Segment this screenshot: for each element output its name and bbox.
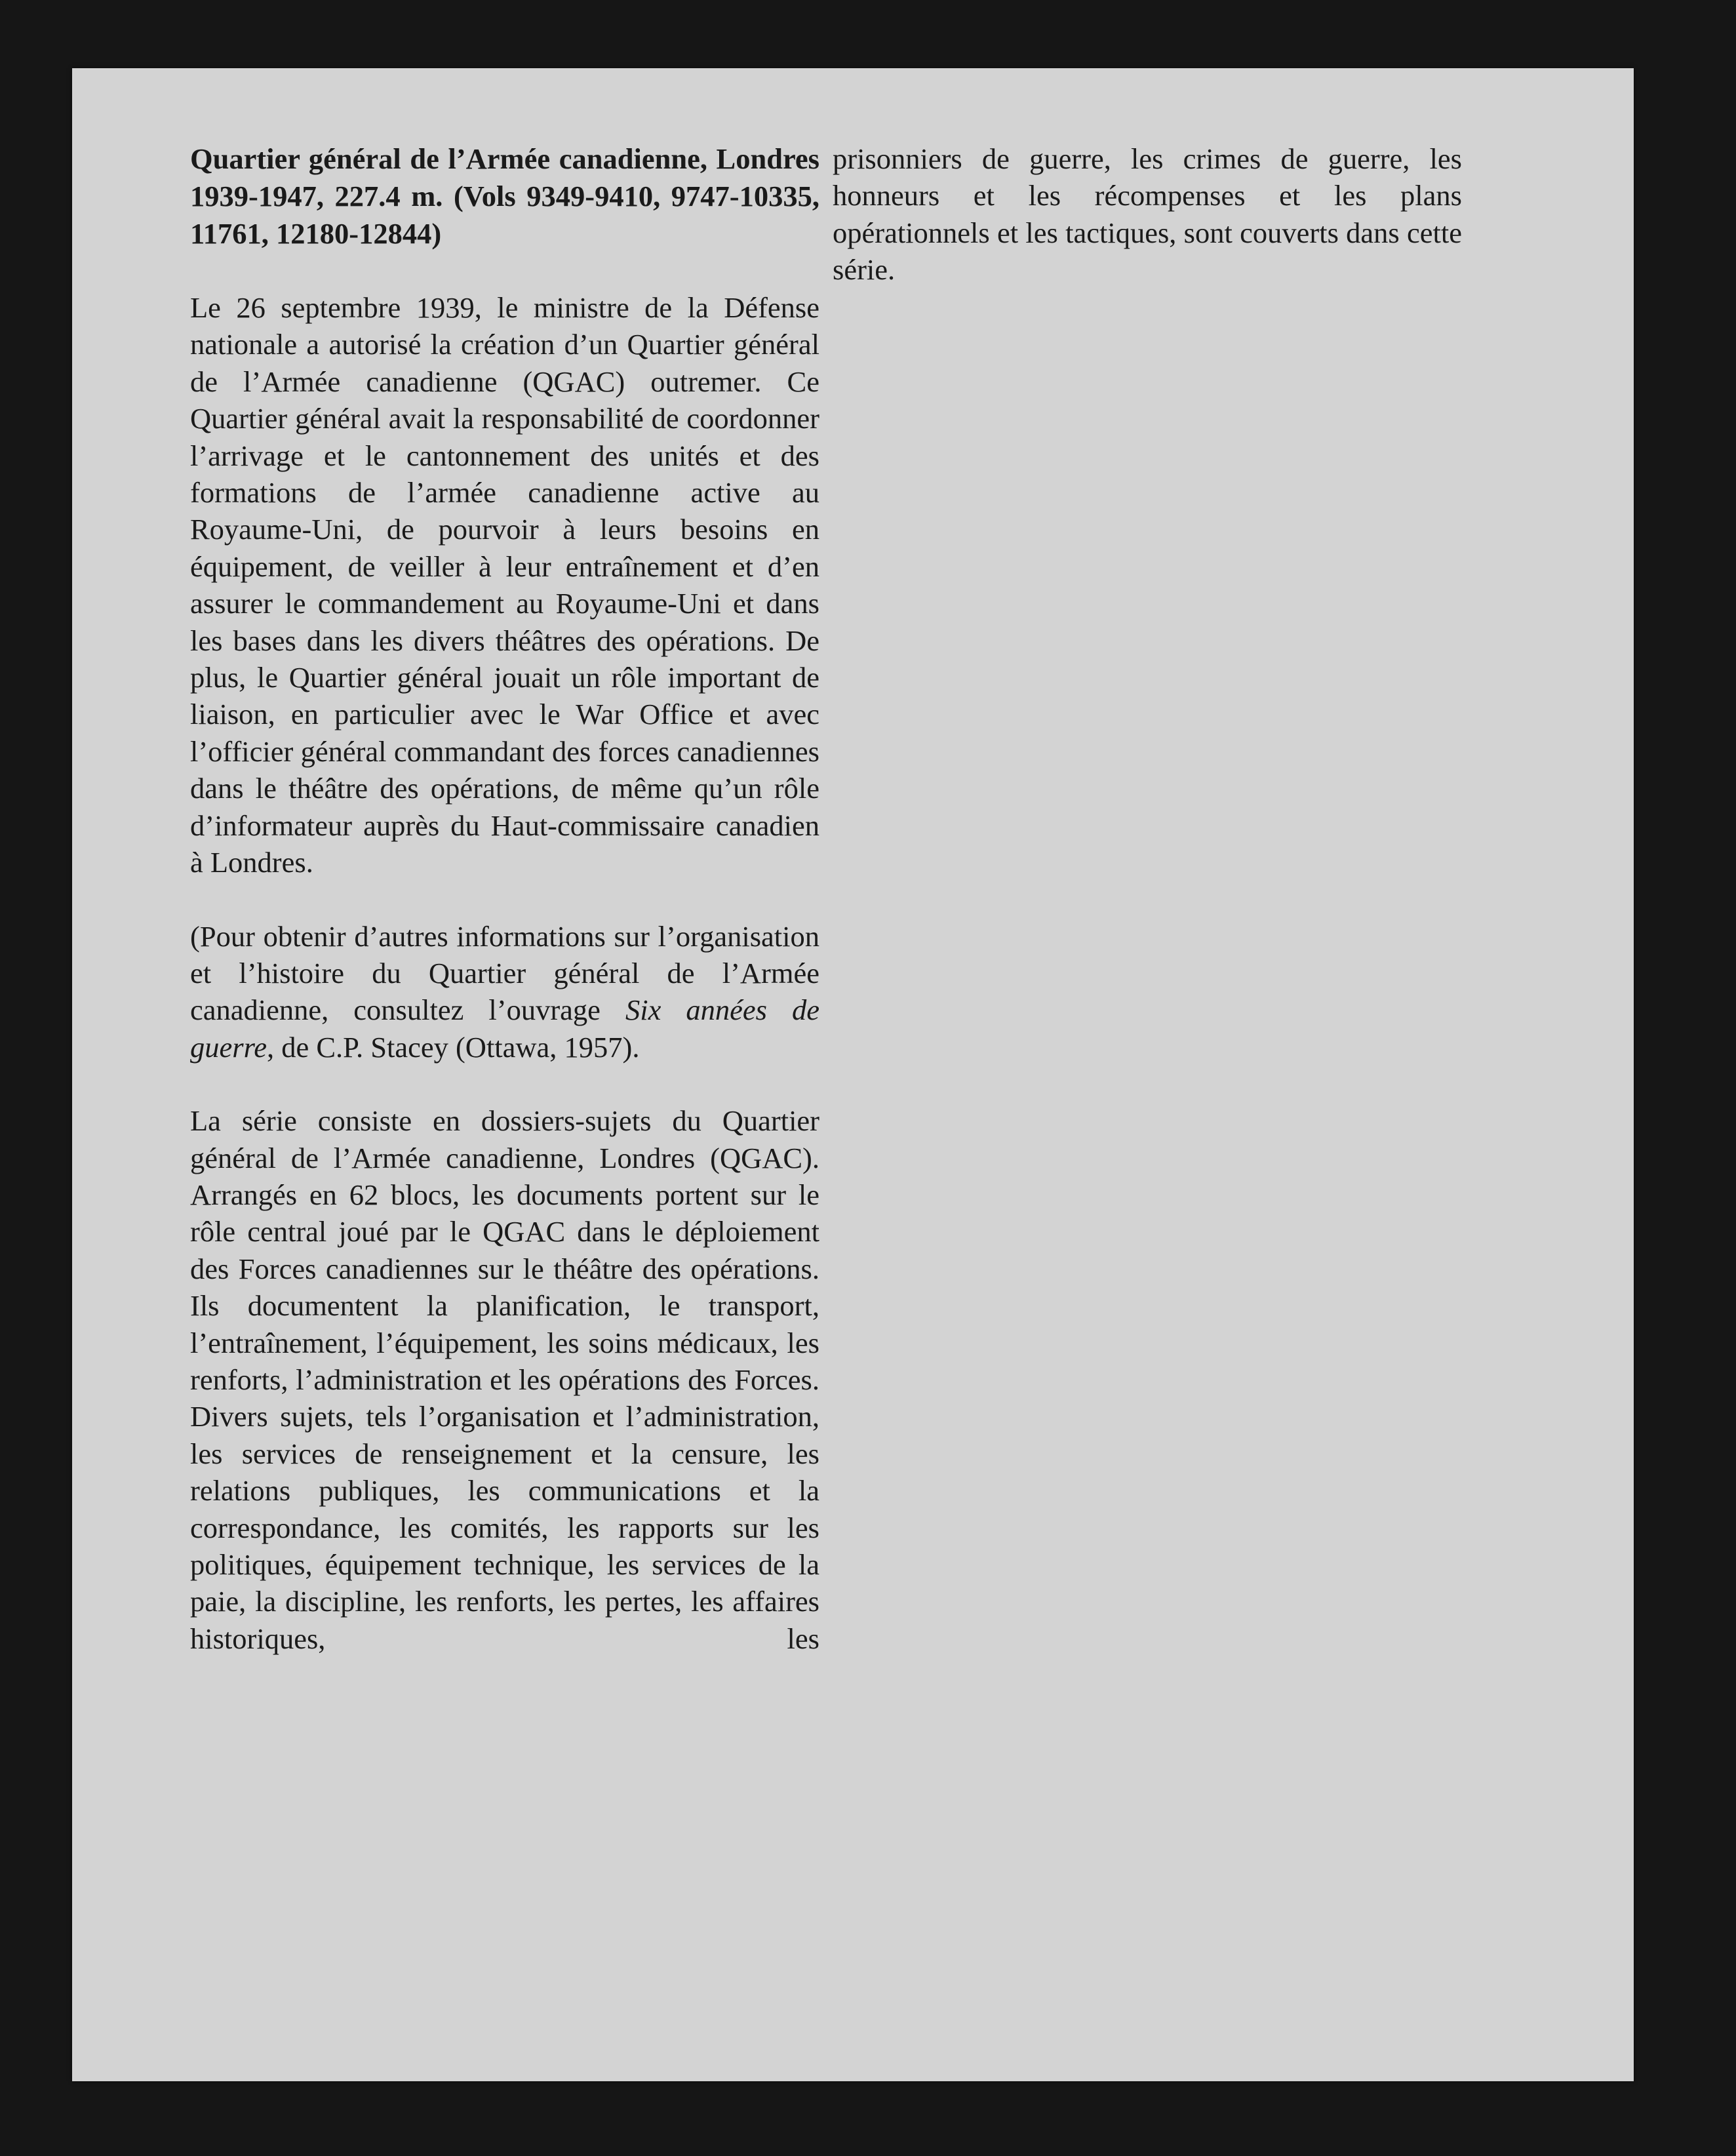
paragraph-reference [190, 918, 819, 1066]
section-heading: Quartier général de l’Armée canadienne, Londres 1939-1947, 227.4 m. (Vols 9349-9410, 9747-10335, 11761, 12180-12844) [190, 142, 819, 250]
book-title: Six années de guerre [190, 993, 820, 1064]
reference-text-before: (Pour obtenir d’autres informations sur l’organisation et l’histoire du Quartier général de l’Armée canadienne, consultez l’ouvrage [190, 919, 819, 1027]
left-column [190, 140, 819, 1657]
reference-text-after: , de C.P. Stacey (Ottawa, 1957). [267, 1030, 640, 1064]
paragraph-history: Le 26 septembre 1939, le ministre de la Défense nationale a autorisé la création d’un Quartier général de l’Armée canadienne (QGAC) outremer. Ce Quartier général avait la responsabilité de coordonner l’arrivage et le cantonnement des unités et des formations de l’armée canadienne active au Royaume-Uni, de pourvoir à leurs besoins en équipement, de veiller à leur entraînement et d’en assurer le commandement au Royaume-Uni et dans les bases dans les divers théâtres des opérations. De plus, le Quartier général jouait un rôle important de liaison, en particulier avec le War Office et avec l’officier général commandant des forces canadiennes dans le théâtre des opérations, de même qu’un rôle d’informateur auprès du Haut-commissaire canadien à Londres. [190, 291, 819, 879]
right-column [833, 140, 1462, 289]
paragraph-series-description: La série consiste en dossiers-sujets du Quartier général de l’Armée canadienne, Londres (QGAC). Arrangés en 62 blocs, les documents portent sur le rôle central joué par le QGAC dans le déploiement des Forces canadiennes sur le théâtre des opérations. Ils documentent la planification, le transport, l’entraînement, l’équipement, les soins médicaux, les renforts, l’administration et les opérations des Forces. Divers sujets, tels l’organisation et l’administration, les services de renseignement et la censure, les relations publiques, les communications et la correspondance, les comités, les rapports sur les politiques, équipement technique, les services de la paie, la discipline, les renforts, les pertes, les affaires historiques, les [190, 1104, 819, 1655]
paragraph-series-description-continued: prisonniers de guerre, les crimes de guerre, les honneurs et les récompenses et les plans opérationnels et les tactiques, sont couverts dans cette série. [833, 142, 1462, 287]
